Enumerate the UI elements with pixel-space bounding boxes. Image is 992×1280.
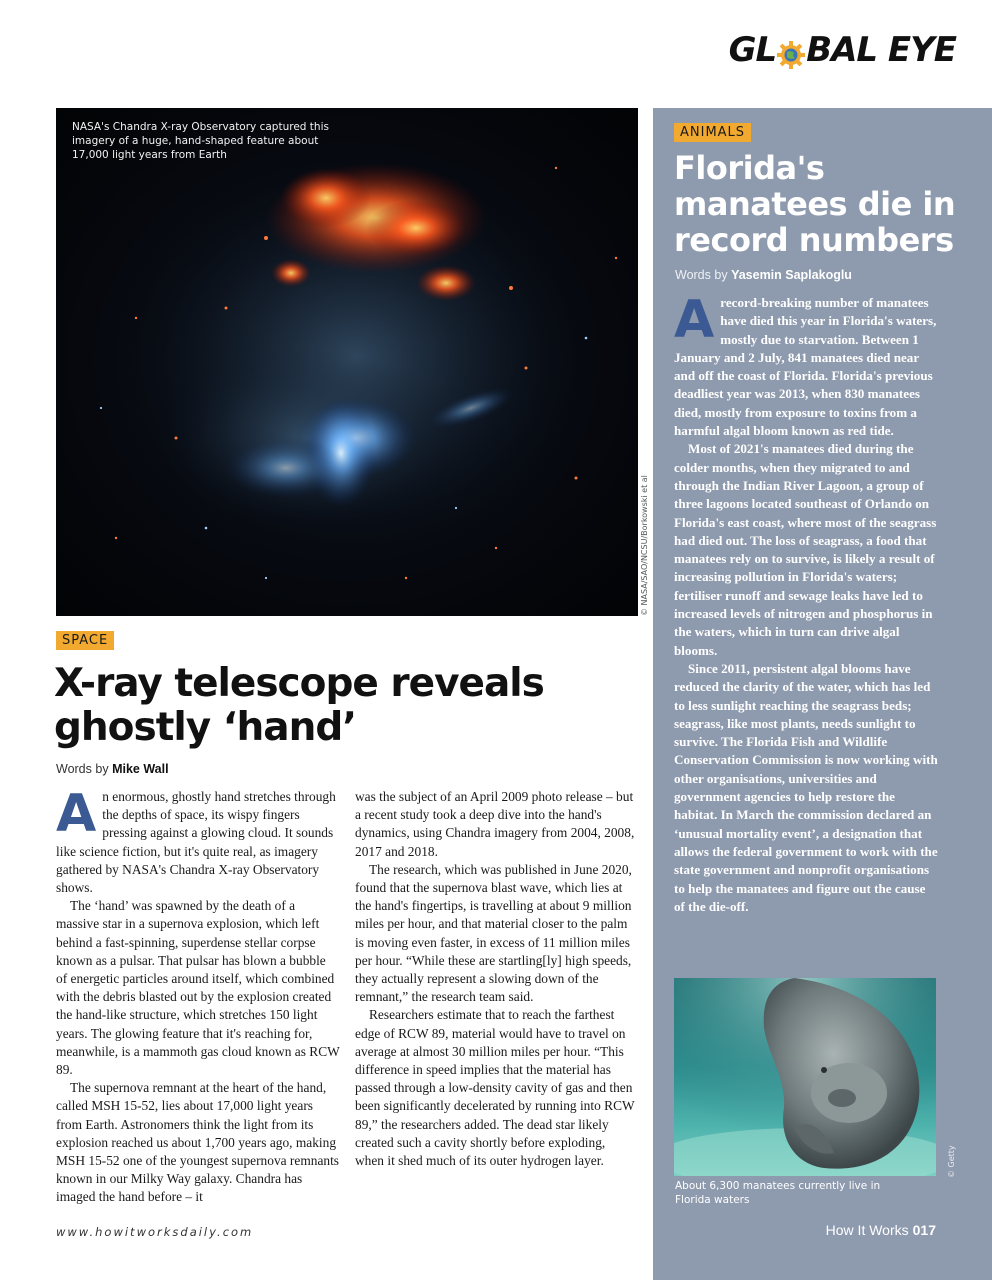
page-number: 017 xyxy=(912,1222,936,1238)
body-paragraph: A record-breaking number of manatees have died this year in Florida's waters, mostly due to starvation. Between 1 January and 2 July, 841 manatees died near and off the coast of Florida. Florida's previous deadliest year was 2013, when 830 manatees died, mostly from exposure to toxins from a harmful algal bloom known as red tide. xyxy=(674,290,937,439)
body-paragraph: was the subject of an April 2009 photo release – but a recent study took a deep dive into the hand's dynamics, using Chandra imagery from 2004, 2008, 2017 and 2018. xyxy=(355,789,635,859)
drop-cap: A xyxy=(56,784,97,844)
body-paragraph: The ‘hand’ was spawned by the death of a massive star in a supernova explosion, which left behind a fast-spinning, superdense stellar corpse known as a pulsar. That pulsar has blown a bubble of energetic particles around itself, which combined with the debris blasted out by the explosion created the hand-like structure, which stretches 150 light years. The glowing feature that it's reaching for, meanwhile, is a mammoth gas cloud known as RCW 89. xyxy=(56,898,340,1078)
body-paragraph: Most of 2021's manatees died during the colder months, when they migrated to and through the Indian River Lagoon, a group of three lagoons located southeast of Orlando on Florida's east coast, where most of the seagrass had died out. The loss of seagrass, a food that manatees rely on to survive, is likely a result of increasing pollution in Florida's waters; fertiliser runoff and sewage leaks have led to increased levels of nitrogen and phosphorus in the waters, which in turn can drive algal blooms. xyxy=(674,441,937,658)
article-column-1 xyxy=(56,784,340,1207)
byline-right xyxy=(675,268,852,282)
magazine-name: How It Works xyxy=(825,1222,909,1238)
logo-text-right: BAL EYE xyxy=(806,30,956,70)
page-footer xyxy=(826,1222,936,1238)
body-paragraph: The research, which was published in June 2020, found that the supernova blast wave, which lies at the hand's fingertips, is travelling at about 9 million miles per hour, and that material closer to the palm is moving even faster, in excess of 11 million miles per hour. “While these are startling[ly] high speeds, they actually represent a slowing down of the remnant,” the research team said. xyxy=(355,861,632,1005)
globe-gear-icon xyxy=(777,38,805,66)
body-paragraph: Since 2011, persistent algal blooms have reduced the clarity of the water, which has led to less sunlight reaching the seagrass beds; seagrass, like most plants, needs sunlight to survive. The Florida Fish and Wildlife Conservation Commission is now working with other organisations, universities and government agencies to help restore the habitat. In March the commission declared an ‘unusual mortality event’, a designation that allows the federal government to work with the state government and nonprofit organisations to help the manatees and figure out the cause of the die-off. xyxy=(674,660,938,914)
drop-cap: A xyxy=(674,290,715,350)
manatee-caption: About 6,300 manatees currently live in Florida waters xyxy=(675,1180,881,1206)
author-name: Yasemin Saplakoglu xyxy=(731,268,852,282)
article-headline-manatees: Florida's manatees die in record numbers xyxy=(674,149,956,259)
article-headline-xray: X-ray telescope reveals ghostly ‘hand’ xyxy=(54,661,544,750)
author-name: Mike Wall xyxy=(112,762,169,776)
website-url: www.howitworksdaily.com xyxy=(56,1225,254,1239)
byline-prefix: Words by xyxy=(675,268,728,282)
global-eye-logo xyxy=(729,28,956,72)
body-paragraph: An enormous, ghostly hand stretches through the depths of space, its wispy fingers pressing against a glowing cloud. It sounds like science fiction, but it's quite real, as imagery gathered by NASA's Chandra X-ray Observatory shows. xyxy=(56,784,336,896)
manatee-photo-credit: © Getty xyxy=(947,1145,956,1178)
category-tag-space: SPACE xyxy=(56,631,114,650)
logo-text-left: GL xyxy=(728,30,777,70)
hero-photo-credit: © NASA/SAO/NCSU/Borkowski et al xyxy=(640,475,649,616)
xray-hand-image xyxy=(56,108,638,616)
body-paragraph: The supernova remnant at the heart of the hand, called MSH 15-52, lies about 17,000 light years from Earth. Astronomers think the light from its explosion reached us about 1,700 years ago, making MSH 15-52 one of the youngest supernova remnants known in our Milky Way galaxy. Chandra has imaged the hand before – it xyxy=(56,1080,340,1205)
sidebar-article-text xyxy=(674,290,938,916)
byline-left xyxy=(56,762,169,776)
article-column-2 xyxy=(355,788,637,1170)
body-paragraph: Researchers estimate that to reach the farthest edge of RCW 89, material would have to travel on average at almost 30 million miles per hour. “This difference in speed implies that the material has passed through a low-density cavity of gas and then been significantly decelerated by running into RCW 89,” the researchers added. The dead star likely created such a cavity shortly before exploding, when it shed much of its outer hydrogen layer. xyxy=(355,1007,635,1169)
hero-caption: NASA's Chandra X-ray Observatory captured this imagery of a huge, hand-shaped feature about 17,000 light years from Earth xyxy=(72,121,329,161)
manatee-photo xyxy=(674,978,936,1176)
byline-prefix: Words by xyxy=(56,762,109,776)
category-tag-animals: ANIMALS xyxy=(674,123,751,142)
